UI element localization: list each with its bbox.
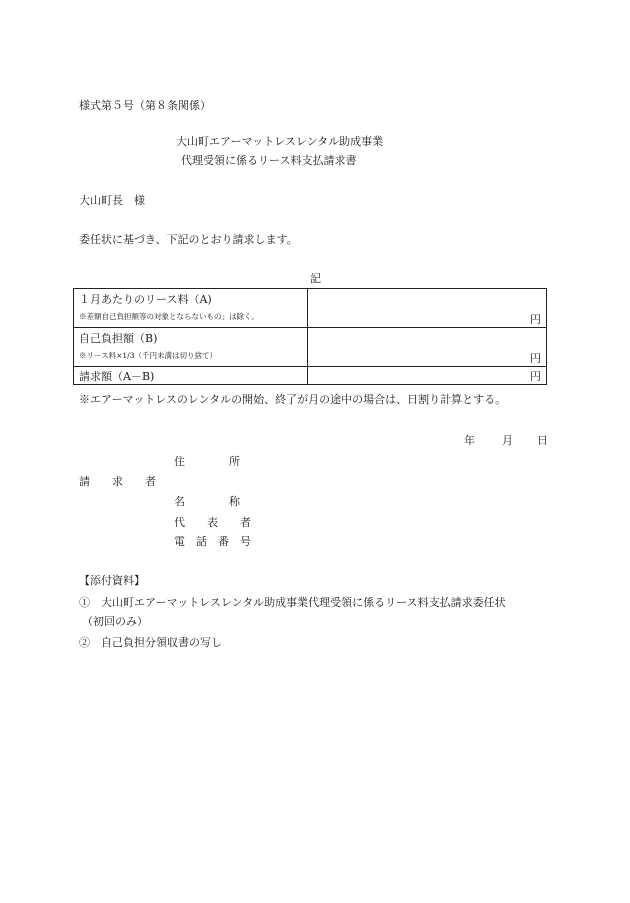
monthly-lease-label: １月あたりのリース料（A) bbox=[79, 293, 212, 306]
claim-amount-cell[interactable] bbox=[308, 367, 547, 385]
address-field-label: 住 所 bbox=[174, 455, 240, 468]
yen-unit: 円 bbox=[530, 370, 541, 383]
form-number: 様式第５号（第８条関係） bbox=[79, 99, 211, 112]
month-label: 月 bbox=[502, 434, 513, 447]
addressee: 大山町長 様 bbox=[79, 194, 145, 207]
name-field-label: 名 称 bbox=[174, 495, 240, 508]
intro-text: 委任状に基づき、下記のとおり請求します。 bbox=[79, 233, 298, 246]
ki-heading: 記 bbox=[310, 272, 321, 285]
table-row bbox=[74, 328, 547, 367]
attachment-item-2: ② 自己負担分領収書の写し bbox=[79, 636, 222, 649]
prorate-note: ※エアーマットレスのレンタルの開始、終了が月の途中の場合は、日割り計算とする。 bbox=[79, 393, 507, 406]
table-label-cell bbox=[74, 367, 308, 385]
monthly-lease-amount-cell[interactable] bbox=[308, 289, 547, 328]
representative-field-label: 代 表 者 bbox=[174, 516, 251, 529]
document-title-line2: 代理受領に係るリース料支払請求書 bbox=[181, 154, 357, 167]
yen-unit: 円 bbox=[530, 313, 541, 326]
self-pay-note: ※リース料×1/3（千円未満は切り捨て） bbox=[79, 351, 217, 360]
table-label-cell bbox=[74, 289, 308, 328]
table-row bbox=[74, 367, 547, 385]
yen-unit: 円 bbox=[530, 352, 541, 365]
claim-amount-label: 請求額（A－B) bbox=[79, 370, 155, 383]
table-row bbox=[74, 289, 547, 328]
attachments-heading: 【添付資料】 bbox=[79, 574, 145, 587]
self-pay-label: 自己負担額（B) bbox=[79, 332, 158, 345]
claimant-label: 請 求 者 bbox=[79, 475, 156, 488]
document-title-line1: 大山町エアーマットレスレンタル助成事業 bbox=[176, 135, 384, 148]
table-label-cell bbox=[74, 328, 308, 367]
phone-field-label: 電 話 番 号 bbox=[174, 535, 251, 548]
monthly-lease-note: ※差額自己負担額等の対象とならないもの」は除く。 bbox=[79, 312, 259, 321]
year-label: 年 bbox=[464, 434, 475, 447]
day-label: 日 bbox=[537, 434, 548, 447]
attachment-item-1-continued: （初回のみ） bbox=[82, 615, 148, 628]
lease-amount-table bbox=[73, 288, 547, 385]
date-field[interactable] bbox=[464, 432, 548, 448]
self-pay-amount-cell[interactable] bbox=[308, 328, 547, 367]
attachment-item-1: ① 大山町エアーマットレスレンタル助成事業代理受領に係るリース料支払請求委任状 bbox=[79, 596, 506, 609]
